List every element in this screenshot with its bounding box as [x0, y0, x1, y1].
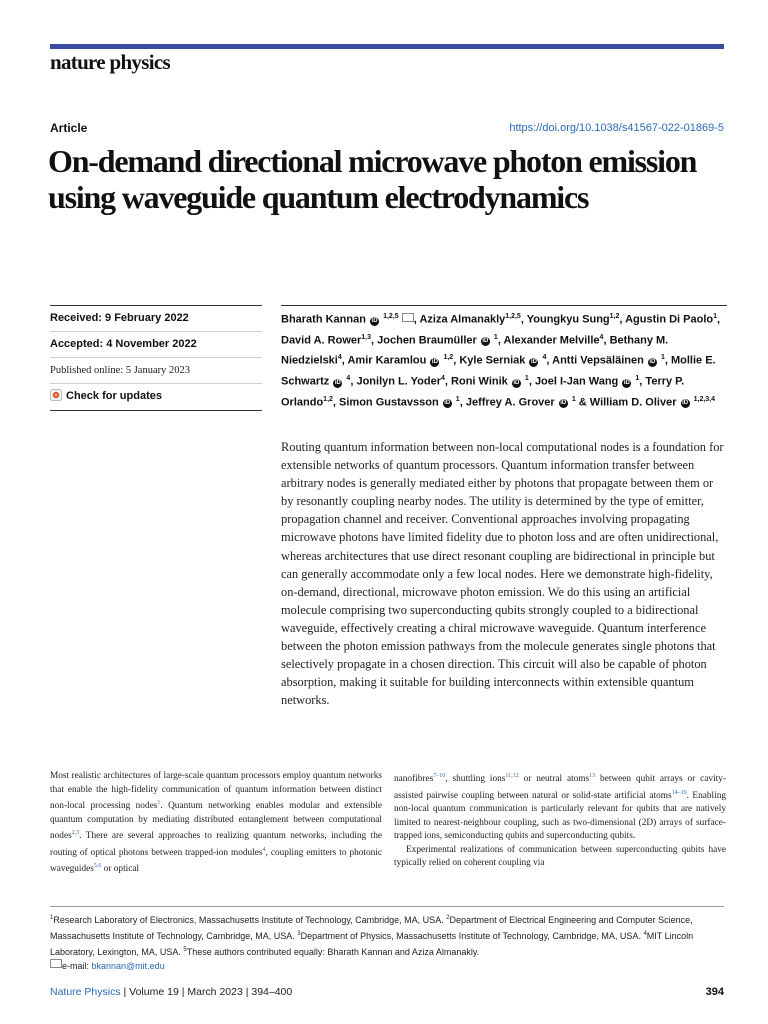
author-name[interactable]: Jochen Braumüller [377, 334, 477, 347]
article-dates [50, 306, 262, 409]
author-affiliation: 1,3 [361, 333, 372, 341]
footer-citation [50, 986, 292, 998]
author-name[interactable]: William D. Oliver [589, 396, 677, 409]
affiliation-number: 2 [446, 915, 450, 921]
affiliation-text: Department of Physics, Massachusetts Institute of Technology, Cambridge, MA, USA. [300, 931, 644, 941]
author-name[interactable]: Bethany M. Niedzielski [281, 334, 669, 367]
author-affiliation: 4 [599, 333, 604, 341]
author-name[interactable]: Amir Karamlou [347, 354, 427, 367]
accepted-date: Accepted: 4 November 2022 [50, 332, 262, 358]
orcid-icon[interactable]: iD [560, 400, 567, 407]
check-updates-icon [50, 386, 62, 398]
top-rule [50, 44, 724, 49]
author-name[interactable]: Joel I-Jan Wang [534, 375, 619, 388]
author-affiliation: 1,2 [443, 354, 454, 362]
article-type: Article [50, 121, 88, 135]
author-list: Bharath Kannan iD $^{1,2,5}$ , Aziza Almanakly$^{1,2,5}$, Youngkyu Sung$^{1,2}$, Agustin Di Paolo$^1$, David A. Rower$^{1,3}$, Jochen Braumüller iD $^1$, Alexander Melville$^4$, Bethany M. Niedzielski$^4$, Amir Karamlou iD $^{1,2}$, Kyle Serniak iD $^4$, Antti Vepsäläinen iD $^1$, Mollie E. Schwartz iD $^4$, Jonilyn L. Yoder$^4$, Roni Winik iD $^1$, Joel I-Jan Wang iD $^1$, Terry P. Orlando$^{1,2}$, Simon Gustavsson iD $^1$, Jeffrey A. Grover iD $^1$ & William D. Oliver iD $^{1,2,3,4}$ [281, 313, 721, 409]
reference-link[interactable]: 4 [262, 846, 266, 853]
author-affiliation: 1,2 [609, 313, 620, 320]
author-name[interactable]: David A. Rower [281, 334, 362, 347]
affiliation-number: 1 [50, 915, 54, 921]
author-affiliation: 4 [542, 354, 547, 362]
article-title: On-demand directional microwave photon emission using waveguide quantum electrodynamics [48, 143, 697, 215]
orcid-icon[interactable]: iD [371, 317, 378, 324]
body-text: , shuttling ions [445, 774, 506, 785]
orcid-icon[interactable]: iD [649, 358, 656, 365]
reference-link[interactable]: 2,3 [71, 830, 80, 837]
affiliations [50, 911, 724, 973]
abstract: Routing quantum information between non-local computational nodes is a foundation for extensible networks of quantum processors. Quantum information transfer between arbitrary nodes is generally mediated either by photons that propagate between them or by resonantly coupling nearby nodes. The utility is determined by the type of emitter, propagation channel and receiver. Conventional approaches involving propagating microwave photons have limited fidelity due to photon loss and are often unidirectional, whereas architectures that use direct resonant coupling are bidirectional in principle but can generally accommodate only a few local nodes. Here we demonstrate high-fidelity, on-demand, directional, microwave photon emission. We do this using an artificial molecule comprising two superconducting qubits strongly coupled to a bidirectional waveguide, effectively creating a chiral microwave waveguide. Quantum interference between the photon emission pathways from the molecule generates single photons that selectively propagate in a chosen direction. This circuit will also be capable of photon absorption, making it suitable for building interconnects within extensible quantum networks. [281, 440, 724, 708]
footer-journal-link[interactable]: Nature Physics [50, 986, 121, 998]
author-affiliation: 1 [524, 374, 529, 382]
affiliation-text: Department of Electrical Engineering and Computer Science, Massachusetts Institute of Technology, Cambridge, MA, USA. [50, 915, 693, 941]
footnote-rule [50, 906, 724, 907]
body-text: or neutral atoms [518, 774, 590, 785]
author-name[interactable]: Mollie E. Schwartz [281, 354, 716, 388]
email-icon[interactable] [402, 313, 414, 322]
body-text: Most realistic architectures of large-scale quantum processors employ quantum networks that enable the high-fidelity communication of quantum information between distinct non-local processing nodes [50, 771, 382, 812]
reference-link[interactable]: 7–10 [433, 773, 446, 779]
orcid-icon[interactable]: iD [431, 358, 438, 365]
author-affiliation: 4 [441, 374, 445, 382]
author-affiliation: 1 [493, 333, 498, 341]
body-column-left [50, 770, 382, 877]
authors-top-rule [281, 305, 727, 306]
author-name[interactable]: Alexander Melville [503, 334, 600, 347]
published-date: Published online: 5 January 2023 [50, 358, 262, 384]
affiliation-number: 3 [297, 931, 301, 937]
author-affiliation: 1,2 [323, 395, 333, 403]
author-name[interactable]: Simon Gustavsson [339, 396, 439, 409]
orcid-icon[interactable]: iD [444, 400, 451, 407]
reference-link[interactable]: 5,6 [93, 863, 102, 870]
orcid-icon[interactable]: iD [682, 400, 689, 407]
author-name[interactable]: Terry P. Orlando [281, 375, 685, 409]
author-affiliation: 1,2,5 [505, 313, 521, 320]
orcid-icon[interactable]: iD [623, 379, 630, 386]
email-label: e-mail: [62, 961, 92, 971]
page-number: 394 [705, 986, 724, 998]
body-text: , coupling emitters to photonic waveguides [50, 847, 382, 875]
author-affiliation: 1 [660, 354, 665, 362]
author-name[interactable]: Agustin Di Paolo [625, 313, 714, 326]
doi-link[interactable]: https://doi.org/10.1038/s41567-022-01869-5 [509, 122, 724, 134]
affiliation-text: These authors contributed equally: Bharath Kannan and Aziza Almanakly. [186, 947, 480, 957]
author-affiliation: 4 [346, 374, 351, 382]
affiliation-text: Research Laboratory of Electronics, Massachusetts Institute of Technology, Cambridge, MA, USA. [53, 915, 447, 925]
body-text: Experimental realizations of communication between superconducting qubits have typically relied on coherent coupling via [394, 844, 726, 869]
author-affiliation: 1 [713, 313, 718, 320]
author-affiliation: 1 [571, 395, 576, 403]
author-name[interactable]: Roni Winik [451, 375, 508, 388]
author-affiliation: 1 [455, 395, 460, 403]
reference-link[interactable]: 1 [157, 800, 161, 806]
footer-details: | Volume 19 | March 2023 | 394–400 [120, 986, 293, 998]
orcid-icon[interactable]: iD [334, 379, 341, 386]
orcid-icon[interactable]: iD [530, 358, 537, 365]
author-name[interactable]: Youngkyu Sung [526, 313, 610, 326]
reference-link[interactable]: 13 [589, 773, 596, 779]
journal-logo[interactable]: nature physics [50, 50, 170, 74]
body-text: between qubit arrays or cavity-assisted pairwise coupling between natural or solid-state artificial atoms [394, 774, 726, 801]
author-name[interactable]: Jeffrey A. Grover [465, 396, 555, 409]
body-text: or optical [101, 864, 140, 875]
author-name[interactable]: Jonilyn L. Yoder [356, 375, 442, 388]
author-affiliation: 1 [635, 374, 640, 382]
orcid-icon[interactable]: iD [482, 338, 489, 345]
received-date: Received: 9 February 2022 [50, 306, 262, 332]
check-updates-button[interactable] [50, 384, 262, 409]
author-name[interactable]: Kyle Serniak [459, 354, 526, 367]
author-affiliation: 1,2,3,4 [693, 395, 716, 403]
body-text: nanofibres [394, 774, 434, 785]
orcid-icon[interactable]: iD [513, 379, 520, 386]
body-text: . Enabling non-local quantum communication is particularly relevant for qubits that are natively limited to nearest-neighbour coupling, such as two-dimensional (2D) arrays of surface-trapped ions, semiconducting qubits and superconducting qubits. [394, 790, 726, 842]
author-name[interactable]: Aziza Almanakly [419, 313, 506, 326]
email-link[interactable]: bkannan@mit.edu [91, 961, 165, 971]
author-name[interactable]: Bharath Kannan [281, 313, 366, 326]
body-column-right [394, 770, 726, 871]
author-affiliation: 1,2,5 [383, 313, 399, 320]
affiliation-text: MIT Lincoln Laboratory, Lexington, MA, USA. [50, 931, 694, 957]
author-affiliation: 4 [337, 354, 342, 362]
check-updates-label: Check for updates [66, 390, 162, 402]
affiliation-number: 4 [643, 931, 647, 937]
reference-link[interactable]: 14–19 [671, 789, 687, 796]
affiliation-number: 5 [183, 947, 187, 953]
body-text: . Quantum networking enables modular and extensible quantum computation by mediating distributed entanglement between computational nodes [50, 801, 382, 842]
reference-link[interactable]: 11,12 [505, 773, 519, 779]
email-icon [50, 959, 62, 968]
dates-bottom-rule [50, 410, 262, 411]
body-text: . There are several approaches to realizing quantum networks, including the routing of optical photons between trapped-ion modules [50, 831, 382, 858]
author-name[interactable]: Antti Vepsäläinen [552, 354, 644, 367]
